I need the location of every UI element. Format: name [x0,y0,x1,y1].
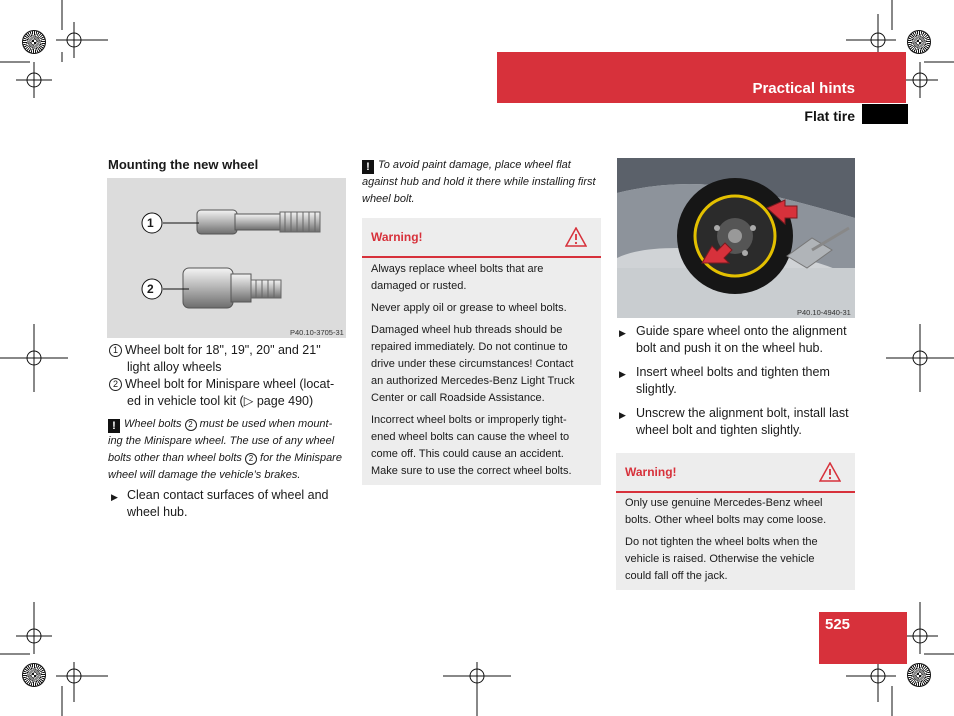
wheel-bolt-2 [163,268,281,308]
caution-icon: ! [108,419,120,433]
wheel-bolts-figure [107,178,346,338]
warning-paragraph: Never apply oil or grease to wheel bolts. [371,302,567,314]
page-reference: page 490) [253,394,314,408]
warning-box-genuine-bolts [616,453,855,590]
step-insert-bolts: Insert wheel bolts and tighten them slightly. [636,365,830,396]
callout-number: 2 [109,378,122,391]
wheel-bolt-1 [163,210,320,234]
figure-code: P40.10-4940-31 [797,308,851,317]
page-number: 525 [825,616,851,633]
subsection-title: Flat tire [804,108,855,124]
figure-code: P40.10-3705-31 [290,328,344,337]
callout-2-label: 2 [147,282,154,296]
legend-item-1: 1 Wheel bolt for 18", 19", 20" and 21" light alloy wheels [109,342,349,376]
section-tab-marker [862,104,908,124]
spare-wheel-photo [617,158,855,318]
callout-number: 2 [245,453,257,465]
section-title: Practical hints [752,80,855,97]
legend-item-2: 2 Wheel bolt for Minispare wheel (locat- ed in vehicle tool kit (▷ page 490) [109,376,354,410]
caution-note: ! Wheel bolts 2 must be used when mount- ing the Minispare wheel. The use of any wheel bolts other than wheel bolts 2 for the Minispare wheel will damage the vehicle’s brakes. [108,418,342,481]
step-marker-icon: ▶ [619,410,626,420]
warning-paragraph: Only use genuine Mercedes-Benz wheel bolts. Other wheel bolts may come loose. [625,497,827,526]
section-heading: Mounting the new wheel [108,157,259,172]
warning-header [362,218,601,258]
spare-wheel [677,178,793,294]
callout-1-label: 1 [147,216,154,230]
step-marker-icon: ▶ [111,492,118,502]
warning-header [616,453,855,493]
warning-box-bolts [362,218,601,485]
step-guide-spare-wheel: Guide spare wheel onto the alignment bolt and push it on the wheel hub. [636,324,847,355]
step-marker-icon: ▶ [619,328,626,338]
spare-wheel-illustration [617,158,855,318]
warning-paragraph: Damaged wheel hub threads should be repaired immediately. Do not continue to drive under these circumstances! Contact an authorized Mercedes-Benz Light Truck Center or call Roadside Assistance. [371,324,575,404]
step-unscrew-alignment-bolt: Unscrew the alignment bolt, install last wheel bolt and tighten slightly. [636,406,849,437]
warning-paragraph: Incorrect wheel bolts or improperly tight- ened wheel bolts can cause the wheel to come off. This could cause an accident. Make sure to use the correct wheel bolts. [371,414,572,477]
warning-triangle-icon [565,227,587,247]
step-marker-icon: ▶ [619,369,626,379]
page-reference-arrow-icon: ▷ [243,394,254,408]
paint-damage-note: ! To avoid paint damage, place wheel flat against hub and hold it there while installing first wheel bolt. [362,159,596,205]
warning-paragraph: Do not tighten the wheel bolts when the vehicle is raised. Otherwise the vehicle could fall off the jack. [625,536,818,582]
warning-paragraph: Always replace wheel bolts that are damaged or rusted. [371,263,544,292]
caution-icon: ! [362,160,374,174]
callout-number: 2 [185,419,197,431]
wheel-bolts-illustration [107,178,346,338]
callout-number: 1 [109,344,122,357]
warning-title: Warning! [625,465,677,479]
step-clean-surfaces: Clean contact surfaces of wheel and wheel hub. [127,488,329,519]
warning-triangle-icon [819,462,841,482]
warning-title: Warning! [371,230,423,244]
